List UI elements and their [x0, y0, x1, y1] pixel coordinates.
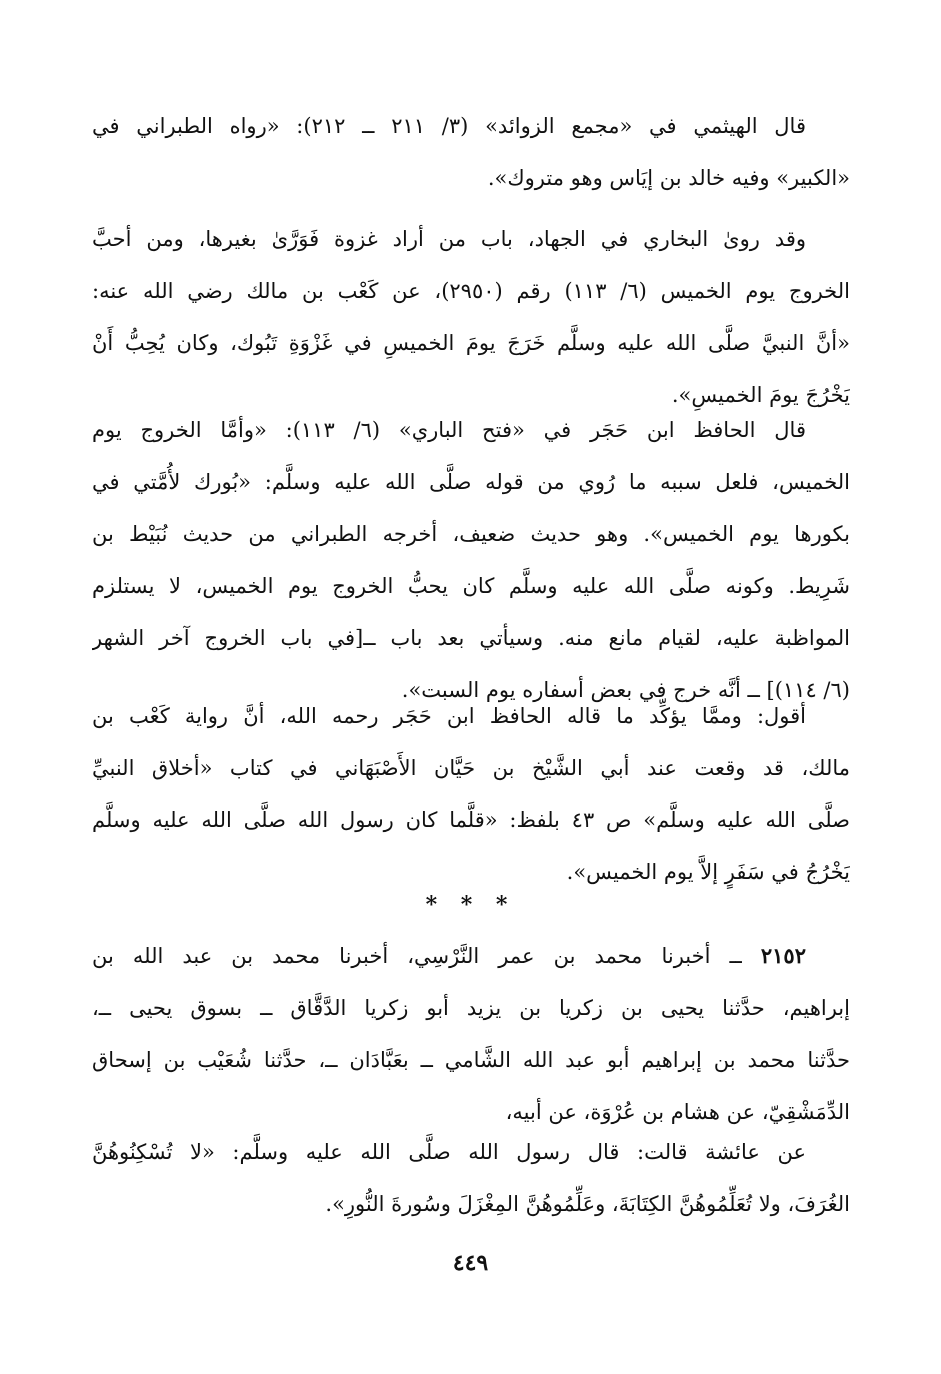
text-line: مالك، قد وقعت عند أبي الشَّيْخ بن حَيَّان الأَصْبَهَاني في كتاب «أخلاق النبيِّ [92, 756, 850, 780]
text-line: شَرِيط. وكونه صلَّى الله عليه وسلَّم كان يحبُّ الخروج يوم الخميس، لا يستلزم [92, 574, 850, 598]
text-line: بكورها يوم الخميس». وهو حديث ضعيف، أخرجه الطبراني من حديث نُبَيْط بن [92, 522, 850, 546]
hadith-matn [92, 1126, 850, 1230]
text-line: يَخْرُجَ يومَ الخميسِ». [671, 383, 850, 407]
text-line: الغُرَفَ، ولا تُعَلِّمُوهُنَّ الكِتَابَةَ، وعَلِّمُوهُنَّ المِغْزَلَ وسُورةَ النُّورِ». [325, 1192, 850, 1216]
paragraph-aqulu [92, 690, 850, 898]
text-line: الخميس، فلعل سببه ما رُوي من قوله صلَّى الله عليه وسلَّم: «بُورك لأُمَّتي في [92, 470, 850, 494]
text-line: إبراهيم، حدَّثنا يحيى بن زكريا بن يزيد أبو زكريا الدَّقَّاق ــ بسوق يحيى ــ، [92, 996, 850, 1020]
text-line: الدِّمَشْقِيّ، عن هشام بن عُرْوَة، عن أبيه، [505, 1100, 850, 1124]
text-line: قال الهيثمي في «مجمع الزوائد» (٣/ ٢١١ ــ ٢١٢): «رواه الطبراني في [92, 114, 806, 138]
hadith-isnad [92, 930, 850, 1138]
text-line: المواظبة عليه، لقيام مانع منه. وسيأتي بعد باب ــ[في باب الخروج آخر الشهر [92, 626, 850, 650]
text-line-content: ــ أخبرنا محمد بن عمر النَّرْسِي، أخبرنا محمد بن عبد الله بن [92, 944, 742, 968]
text-line [92, 930, 850, 982]
text-line: «الكبير» وفيه خالد بن إيَاس وهو متروك». [487, 166, 850, 190]
text-line: أقول: وممَّا يؤكِّد ما قاله الحافظ ابن حَجَر رحمه الله، أنَّ رواية كَعْب بن [92, 704, 806, 728]
section-separator: * * * [425, 892, 516, 918]
paragraph-bukhari [92, 213, 850, 421]
hadith-number: ٢١٥٢ [760, 943, 806, 968]
text-line: (٦/ ١١٤)] ــ أنَّه خرج في بعض أسفاره يوم السبت». [401, 678, 850, 702]
paragraph-haythami [92, 100, 850, 204]
text-line: صلَّى الله عليه وسلَّم» ص ٤٣ بلفظ: «قلَّما كان رسول الله صلَّى الله عليه وسلَّم [92, 808, 850, 832]
text-line: الخروج يوم الخميس (٦/ ١١٣) رقم (٢٩٥٠)، عن كَعْب بن مالك رضي الله عنه: [92, 279, 850, 303]
text-line: وقد روىٰ البخاري في الجهاد، باب من أراد غزوة فَوَرَّىٰ بغيرها، ومن أحبَّ [92, 227, 806, 251]
text-line: قال الحافظ ابن حَجَر في «فتح الباري» (٦/ ١١٣): «وأمَّا الخروج يوم [92, 418, 806, 442]
text-line: عن عائشة قالت: قال رسول الله صلَّى الله عليه وسلَّم: «لا تُسْكِنُوهُنَّ [92, 1140, 806, 1164]
text-line: حدَّثنا محمد بن إبراهيم أبو عبد الله الشَّامي ــ بعَبَّادَان ــ، حدَّثنا شُعَيْب بن إسحاق [92, 1048, 850, 1072]
text-line: «أنَّ النبيَّ صلَّى الله عليه وسلَّم خَرَجَ يومَ الخميسِ في غَزْوَةِ تَبُوك، وكان يُحِبُّ أَنْ [92, 331, 850, 355]
page-number: ٤٤٩ [452, 1250, 489, 1276]
text-line: يَخْرُجُ في سَفَرٍ إلاَّ يوم الخميس». [566, 860, 850, 884]
paragraph-ibn-hajar [92, 404, 850, 716]
